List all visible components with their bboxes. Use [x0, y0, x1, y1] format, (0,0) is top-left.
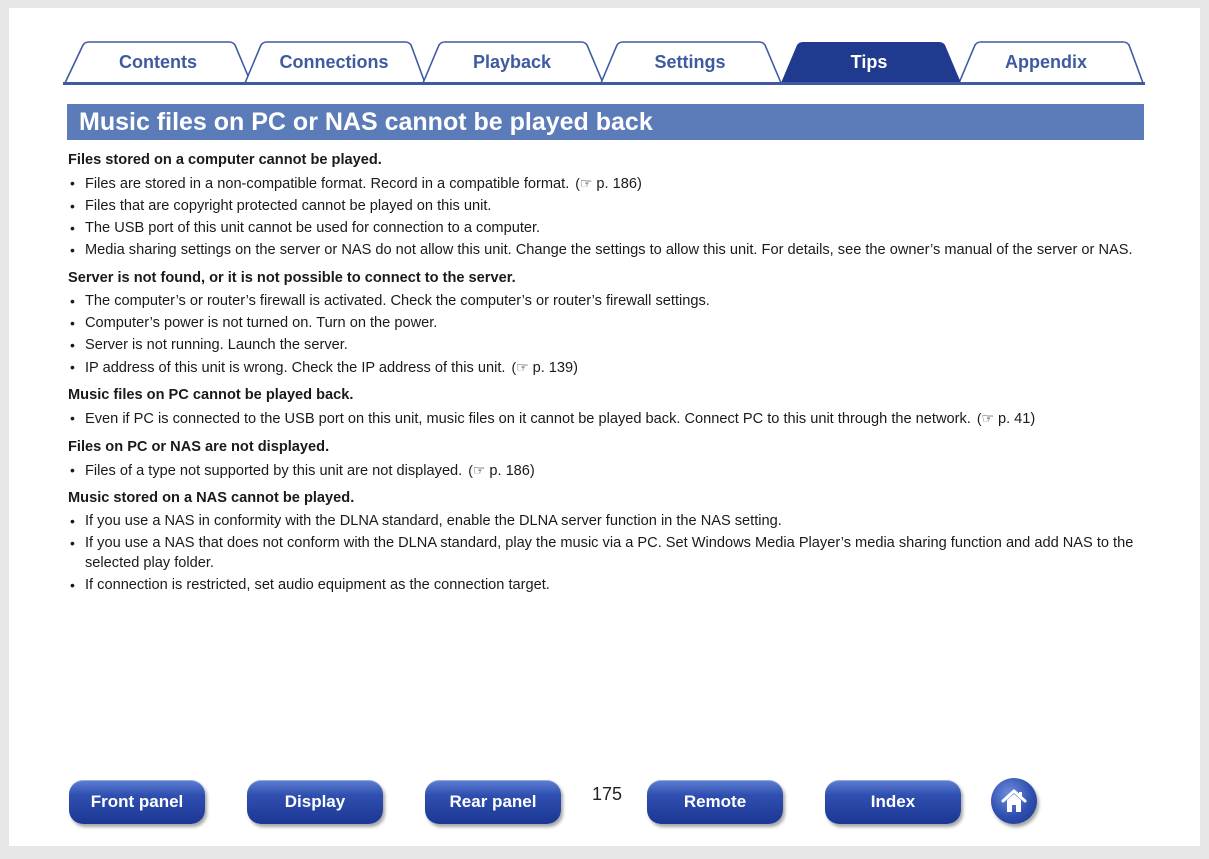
tab-appendix[interactable]: Appendix	[1004, 52, 1087, 72]
list-item	[68, 534, 1148, 573]
item-text: IP address of this unit is wrong. Check the IP address of this unit.	[85, 359, 506, 376]
page-number: 175	[591, 784, 623, 804]
home-icon	[1000, 787, 1028, 815]
list-item	[68, 336, 1148, 356]
item-list	[68, 174, 1148, 261]
list-item	[68, 314, 1148, 334]
item-text: If you use a NAS in conformity with the DLNA standard, enable the DLNA server function in the NAS setting.	[85, 513, 782, 529]
section-heading: Music stored on a NAS cannot be played.	[68, 490, 355, 506]
page-title: Music files on PC or NAS cannot be played back	[79, 108, 653, 136]
remote-button[interactable]: Remote	[647, 780, 783, 824]
item-text: Even if PC is connected to the USB port on this unit, music files on it cannot be played back. Connect PC to this unit through the network.	[85, 411, 971, 427]
item-text: Server is not running. Launch the server.	[85, 336, 348, 353]
section-heading: Files on PC or NAS are not displayed.	[68, 438, 330, 455]
list-item	[68, 197, 1148, 217]
item-text: The USB port of this unit cannot be used for connection to a computer.	[85, 220, 541, 236]
section-nas-music-not-played	[68, 488, 1148, 595]
pointing-hand-icon: (☞	[511, 358, 533, 375]
item-text: The computer’s or router’s firewall is activated. Check the computer’s or router’s firewall settings.	[85, 292, 710, 309]
section-heading: Files stored on a computer cannot be played.	[68, 152, 382, 168]
page-ref-link[interactable]: p. 41	[997, 411, 1031, 427]
front-panel-button[interactable]: Front panel	[69, 780, 205, 824]
item-list	[68, 512, 1148, 595]
item-list	[68, 292, 1148, 379]
list-item	[68, 292, 1148, 312]
item-text: Media sharing settings on the server or NAS do not allow this unit. Change the settings to allow this unit. For details, see the owner’s manual of the server or NAS.	[85, 242, 1133, 258]
section-files-not-displayed	[68, 437, 1148, 482]
tab-contents[interactable]: Contents	[119, 52, 197, 72]
tab-connections[interactable]: Connections	[279, 52, 389, 72]
item-text: Files that are copyright protected cannot be played on this unit.	[85, 198, 492, 214]
item-text: Files of a type not supported by this unit are not displayed.	[85, 462, 463, 479]
tab-settings[interactable]: Settings	[654, 52, 726, 72]
page-ref-link[interactable]: p. 186	[596, 176, 637, 192]
list-item	[68, 241, 1148, 261]
tab-bar	[63, 41, 1145, 85]
tab-playback[interactable]: Playback	[472, 52, 552, 72]
page-ref-link[interactable]: p. 186	[489, 462, 530, 479]
content-area	[68, 150, 1148, 602]
display-button[interactable]: Display	[247, 780, 383, 824]
pointing-hand-icon: (☞	[976, 410, 998, 426]
section-server-not-found	[68, 268, 1148, 379]
home-button[interactable]	[991, 778, 1037, 824]
list-item	[68, 512, 1148, 532]
tab-tips[interactable]: Tips	[850, 52, 888, 72]
item-text: Computer’s power is not turned on. Turn on the power.	[85, 314, 438, 331]
section-heading: Server is not found, or it is not possible to connect to the server.	[68, 269, 516, 286]
list-item: • Files of a type not supported by this unit are not displayed. (☞ p. 186)	[68, 461, 1148, 482]
page-title-bar	[67, 104, 1144, 140]
pointing-hand-icon: (☞	[575, 175, 597, 191]
item-list	[68, 461, 1148, 482]
section-heading: Music files on PC cannot be played back.	[68, 387, 354, 403]
page-ref-link[interactable]: p. 139	[532, 359, 574, 376]
item-text: Files are stored in a non-compatible format. Record in a compatible format.	[85, 176, 570, 192]
pointing-hand-icon: (☞	[468, 461, 490, 478]
item-text: If you use a NAS that does not conform with the DLNA standard, play the music via a PC. Set Windows Media Player’s media sharing function and add NAS to the selected play folder.	[85, 535, 1134, 571]
list-item	[68, 219, 1148, 239]
section-files-on-computer	[68, 150, 1148, 261]
section-pc-music-not-played	[68, 385, 1148, 430]
manual-page	[9, 8, 1200, 846]
list-item: • IP address of this unit is wrong. Check the IP address of this unit. (☞ p. 139)	[68, 358, 1148, 379]
list-item	[68, 576, 1148, 596]
list-item: • Files are stored in a non-compatible format. Record in a compatible format. (☞ p. 186)	[68, 174, 1148, 195]
item-text: If connection is restricted, set audio equipment as the connection target.	[85, 576, 550, 593]
index-button[interactable]: Index	[825, 780, 961, 824]
rear-panel-button[interactable]: Rear panel	[425, 780, 561, 824]
list-item: • Even if PC is connected to the USB port on this unit, music files on it cannot be played back. Connect PC to this unit through the network. (☞ p. 41)	[68, 409, 1148, 430]
item-list	[68, 409, 1148, 430]
